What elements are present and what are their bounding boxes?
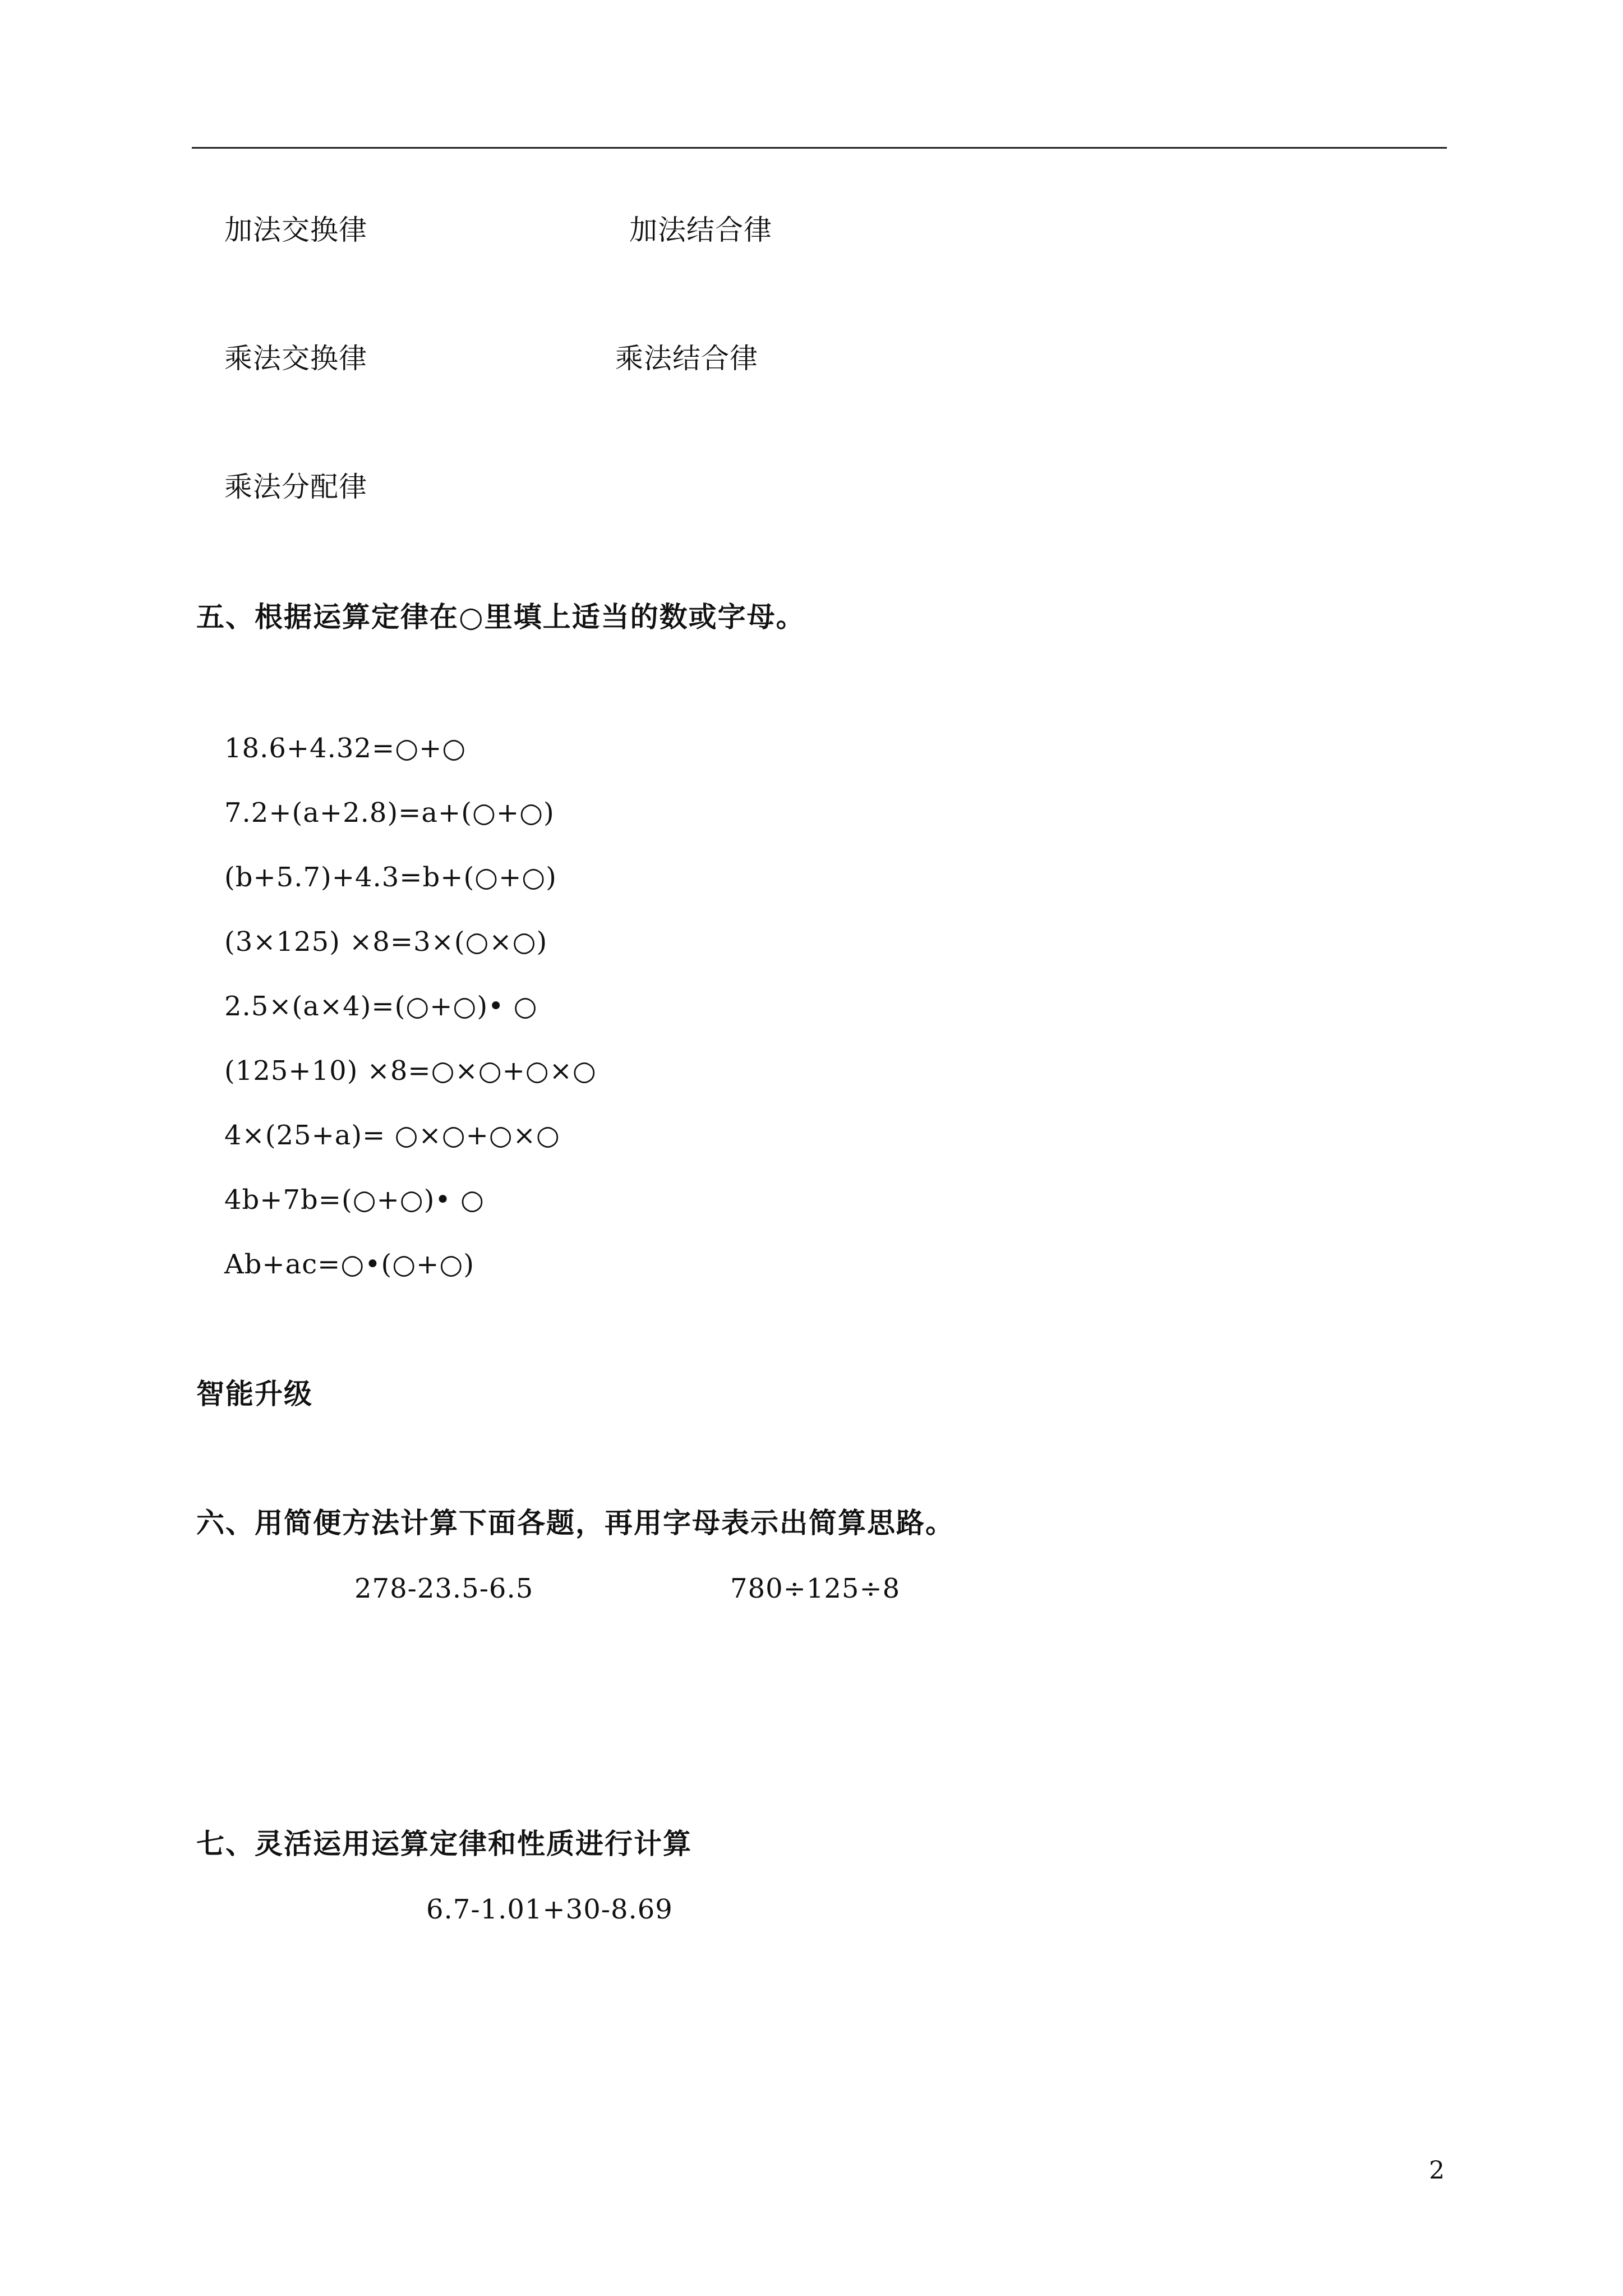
section7-title: 七、灵活运用运算定律和性质进行计算 — [196, 1828, 692, 1860]
section5-item: Ab+ac=○•(○+○) — [224, 1249, 474, 1280]
section5-item: 18.6+4.32=○+○ — [224, 733, 467, 764]
section5-item: (3×125) ×8=3×(○×○) — [224, 926, 548, 958]
section5-title: 五、根据运算定律在○里填上适当的数或字母。 — [196, 601, 805, 633]
law-add-associative: 加法结合律 — [629, 214, 772, 246]
section5-item: 4b+7b=(○+○)• ○ — [224, 1184, 485, 1216]
section6-problem-1: 278-23.5-6.5 — [354, 1573, 534, 1604]
page-number: 2 — [1429, 2156, 1445, 2185]
section5-item: (b+5.7)+4.3=b+(○+○) — [224, 862, 557, 893]
upgrade-label: 智能升级 — [196, 1378, 313, 1410]
law-mul-commutative: 乘法交换律 — [224, 342, 367, 375]
law-mul-associative: 乘法结合律 — [615, 342, 758, 375]
section5-item: 7.2+(a+2.8)=a+(○+○) — [224, 797, 555, 829]
law-add-commutative: 加法交换律 — [224, 214, 367, 246]
section5-item: 4×(25+a)= ○×○+○×○ — [224, 1120, 560, 1151]
section6-title: 六、用简便方法计算下面各题，再用字母表示出简算思路。 — [196, 1507, 955, 1539]
law-mul-distributive: 乘法分配律 — [224, 471, 367, 503]
section5-item: 2.5×(a×4)=(○+○)• ○ — [224, 991, 538, 1022]
section7-problem: 6.7-1.01+30-8.69 — [426, 1894, 673, 1925]
header-rule — [192, 147, 1447, 149]
section6-problem-2: 780÷125÷8 — [730, 1573, 901, 1604]
section5-item: (125+10) ×8=○×○+○×○ — [224, 1055, 597, 1087]
